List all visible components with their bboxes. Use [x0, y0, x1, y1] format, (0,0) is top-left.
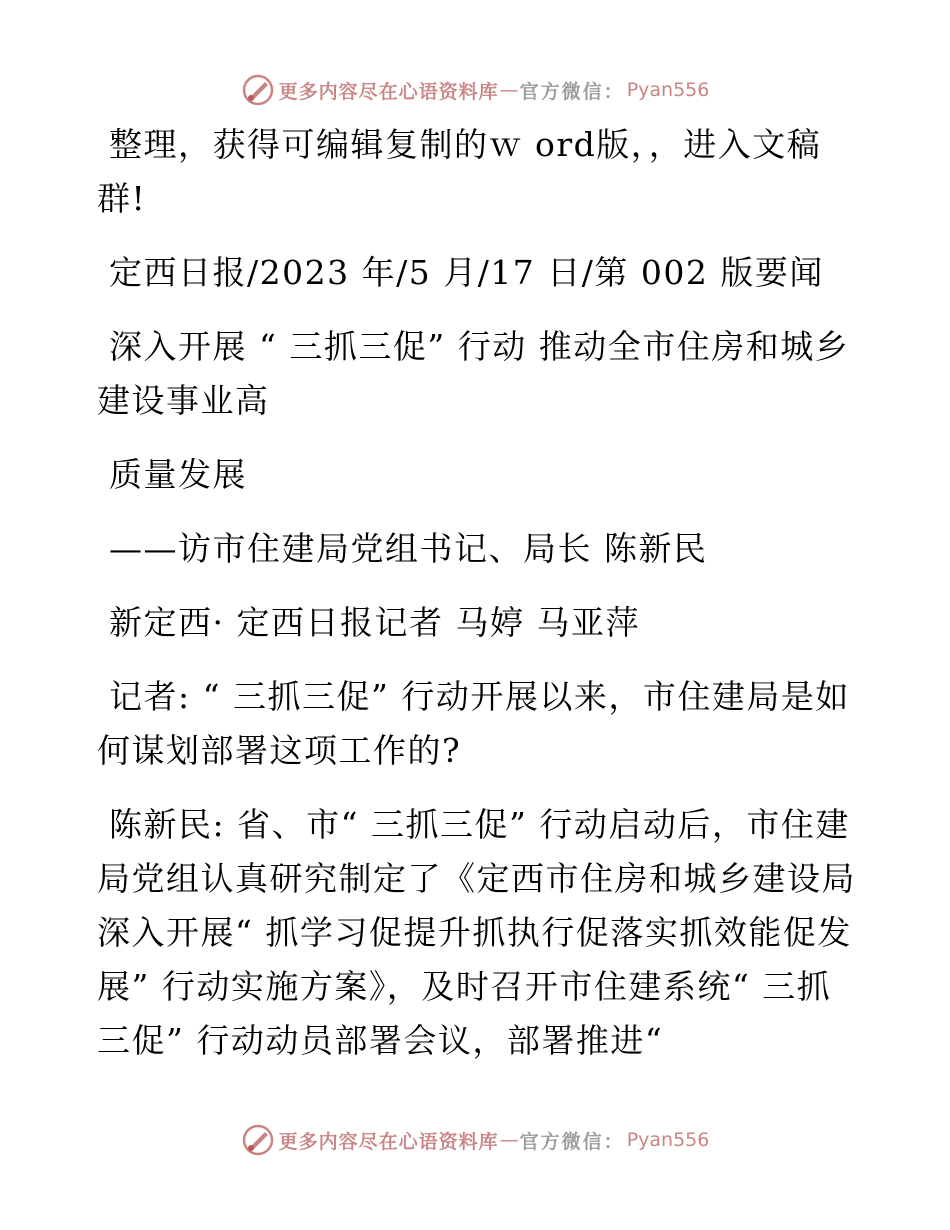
watermark-brand: 更多内容尽在心语资料库	[278, 80, 499, 103]
article-subtitle: ——访市住建局党组书记、局长 陈新民	[109, 529, 708, 568]
article-byline: 新定西· 定西日报记者 马婷 马亚萍	[109, 603, 640, 642]
watermark-separator: —	[499, 79, 519, 101]
paragraph-answer: 陈新民: 省、市“ 三抓三促” 行动启动后，市住建局党组认真研究制定了《定西市住房和城乡建设局深入开展“ 抓学习促提升抓执行促落实抓效能促发展” 行动实施方案》，及时召开市住建系统“ 三抓三促” 行动动员部署会议，部署推进“	[97, 805, 856, 1060]
document-body	[97, 118, 857, 1088]
paragraph-intro: 整理，获得可编辑复制的ｗ ord版，，进入文稿群!	[97, 125, 822, 218]
brush-logo-icon	[241, 1123, 275, 1157]
watermark-official-label: 官方微信：	[519, 80, 625, 103]
article-title-continued: 质量发展	[109, 455, 247, 494]
watermark-wechat-id: Pyan556	[626, 1129, 710, 1151]
brush-logo-icon	[241, 73, 275, 107]
watermark-wechat-id: Pyan556	[626, 79, 710, 101]
watermark-official-label: 官方微信：	[519, 1130, 625, 1153]
footer-watermark	[0, 1120, 950, 1160]
watermark-separator: —	[499, 1129, 519, 1151]
watermark-brand: 更多内容尽在心语资料库	[278, 1130, 499, 1153]
paragraph-question: 记者: “ 三抓三促” 行动开展以来，市住建局是如何谋划部署这项工作的?	[97, 677, 850, 770]
header-watermark	[0, 70, 950, 110]
paragraph-source: 定西日报/2023 年/5 月/17 日/第 002 版要闻	[109, 253, 824, 292]
article-title: 深入开展 “ 三抓三促” 行动 推动全市住房和城乡建设事业高	[97, 327, 850, 420]
